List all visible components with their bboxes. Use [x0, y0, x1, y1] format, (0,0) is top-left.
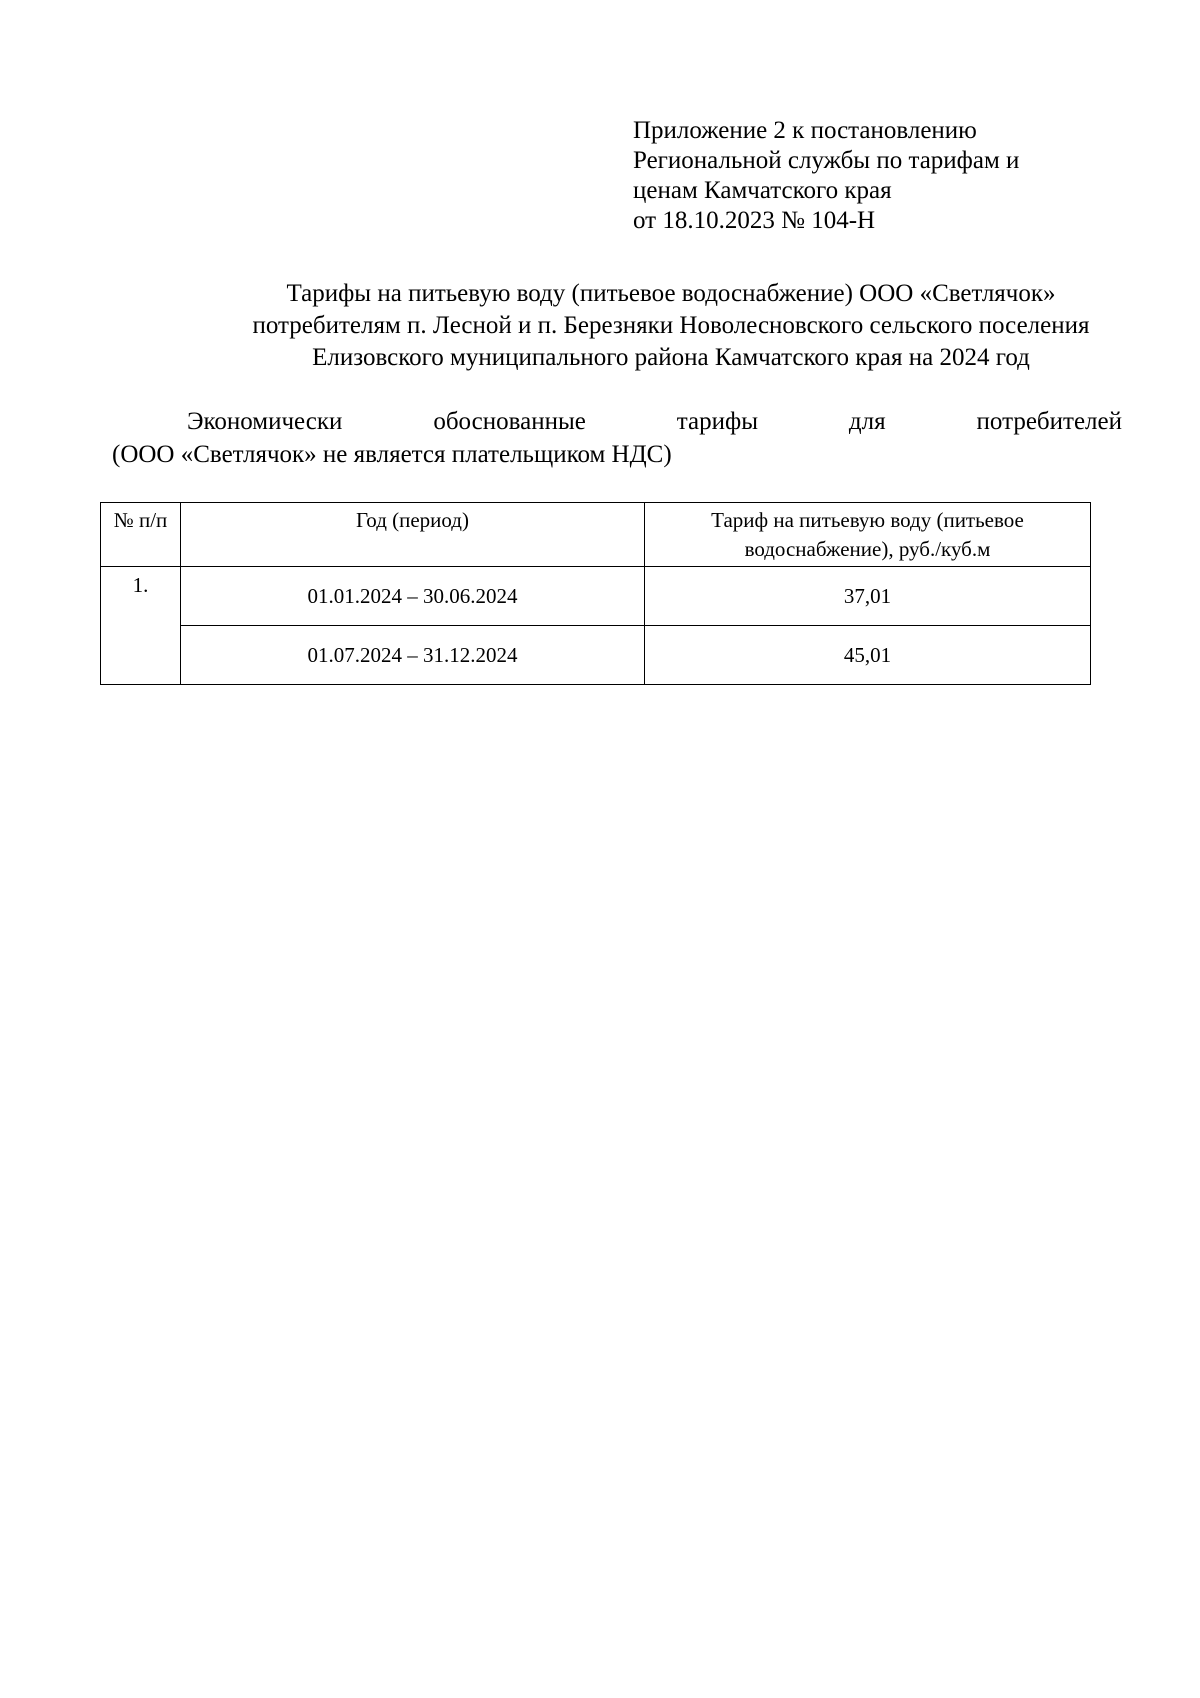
- row-number: 1.: [101, 567, 181, 685]
- title-line: Елизовского муниципального района Камчатского края на 2024 год: [312, 344, 1030, 371]
- header-tariff: Тариф на питьевую воду (питьевое водоснабжение), руб./куб.м: [645, 503, 1091, 567]
- table-row: [101, 626, 1091, 685]
- period-cell: 01.01.2024 – 30.06.2024: [181, 567, 645, 626]
- subtitle-line-1: [112, 405, 1122, 438]
- table-header-row: [101, 503, 1091, 567]
- tariff-subtitle: [112, 405, 1122, 471]
- tariff-cell: 37,01: [645, 567, 1091, 626]
- table-row: [101, 567, 1091, 626]
- title-line: потребителям п. Лесной и п. Березняки Новолесновского сельского поселения: [252, 312, 1090, 339]
- appendix-header: [633, 116, 1019, 236]
- subtitle-line-2: (ООО «Светлячок» не является плательщиком НДС): [112, 441, 672, 468]
- period-cell: 01.07.2024 – 31.12.2024: [181, 626, 645, 685]
- appendix-line: от 18.10.2023 № 104-Н: [633, 207, 876, 234]
- document-title: [100, 278, 1200, 374]
- subtitle-word: для: [848, 408, 886, 435]
- subtitle-word: обоснованные: [433, 408, 586, 435]
- subtitle-word: тарифы: [676, 408, 758, 435]
- title-line: Тарифы на питьевую воду (питьевое водоснабжение) ООО «Светлячок»: [286, 280, 1056, 307]
- subtitle-word: потребителей: [976, 408, 1122, 435]
- appendix-line: Приложение 2 к постановлению: [633, 117, 977, 144]
- tariff-cell: 45,01: [645, 626, 1091, 685]
- header-number: № п/п: [101, 503, 181, 567]
- header-period: Год (период): [181, 503, 645, 567]
- tariff-table: [100, 502, 1091, 685]
- appendix-line: Региональной службы по тарифам и: [633, 147, 1020, 174]
- appendix-line: ценам Камчатского края: [633, 177, 892, 204]
- subtitle-word: Экономически: [187, 408, 343, 435]
